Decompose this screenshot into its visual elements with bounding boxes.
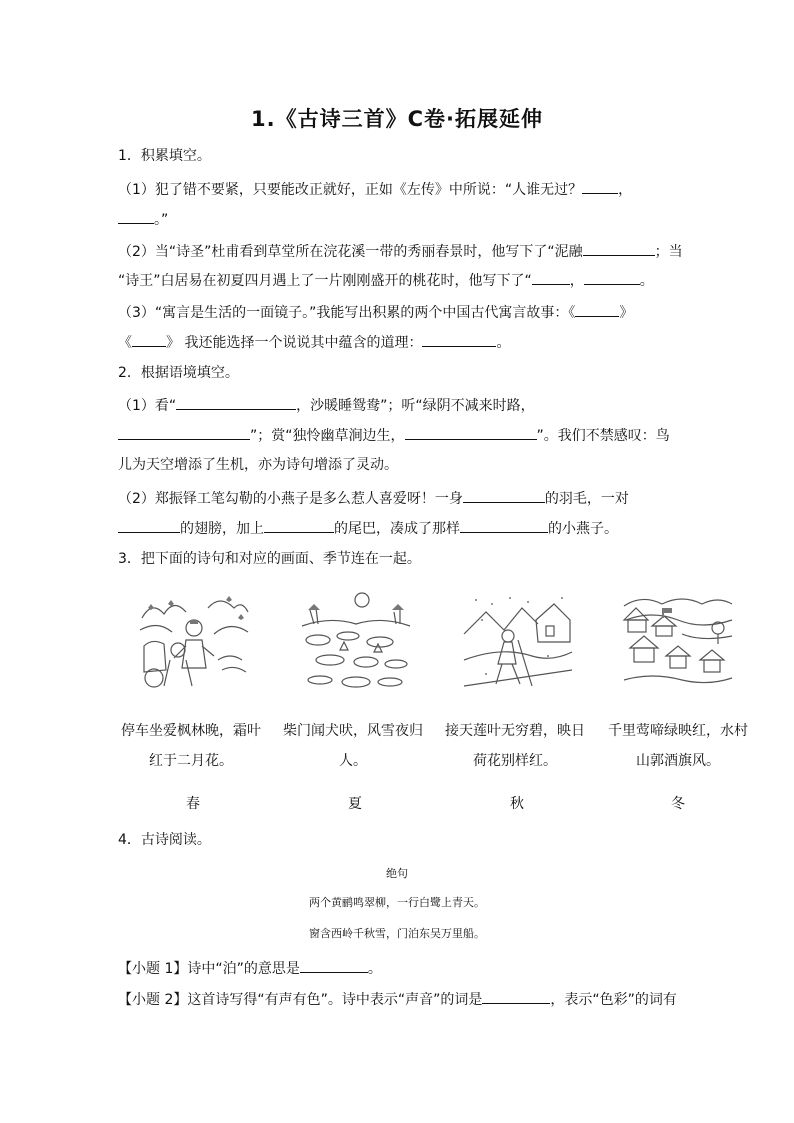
season-summer[interactable]: 夏: [348, 796, 362, 812]
q4-heading: 4．古诗阅读。: [118, 832, 211, 848]
blank[interactable]: [176, 394, 296, 410]
q1-p2-line1: [118, 240, 683, 262]
text-span: 。: [639, 273, 654, 289]
poem-title: 绝句: [386, 867, 408, 880]
blank[interactable]: [463, 487, 545, 503]
q2-p1-line2: [118, 424, 670, 446]
q2-p2-line2: [118, 517, 618, 539]
q1-heading: 1．积累填空。: [118, 148, 211, 164]
caption-summer[interactable]: [445, 716, 585, 776]
text-span: 》: [619, 305, 634, 321]
q1-p3-line1: [118, 301, 633, 323]
blank[interactable]: [584, 269, 640, 285]
blank[interactable]: [118, 424, 250, 440]
q2-p1-line3: 儿为天空增添了生机，亦为诗句增添了灵动。: [118, 457, 398, 473]
winter-snow-picture: [462, 590, 574, 690]
text-span: 的尾巴，凑成了那样: [334, 521, 460, 537]
page-title: 1.《古诗三首》C卷·拓展延伸: [251, 107, 543, 131]
q2-heading: 2．根据语境填空。: [118, 365, 239, 381]
text-span: ，: [569, 273, 584, 289]
caption-line: 人。: [339, 753, 367, 769]
caption-line: 柴门闻犬吠，风雪夜归: [283, 723, 423, 739]
blank[interactable]: [264, 517, 334, 533]
text-span: 【小题 2】这首诗写得“有声有色”。诗中表示“声音”的词是: [118, 992, 483, 1008]
text-span: ；当: [654, 244, 683, 260]
blank[interactable]: [482, 988, 550, 1004]
q4-sub2: [118, 988, 677, 1010]
autumn-maple-picture: [138, 590, 250, 690]
caption-line: 红于二月花。: [149, 753, 233, 769]
season-winter[interactable]: 冬: [671, 796, 685, 812]
spring-village-picture: [622, 590, 734, 690]
text-span: （2）郑振铎工笔勾勒的小燕子是多么惹人喜爱呀！一身: [118, 491, 463, 507]
q4-sub1: [118, 957, 382, 979]
text-span: （3）“寓言是生活的一面镜子。”我能写出积累的两个中国古代寓言故事：《: [118, 305, 576, 321]
text-span: 的羽毛，一对: [544, 491, 629, 507]
caption-line: 千里莺啼绿映红，水村: [608, 723, 748, 739]
text-span: 》 我还能选择一个说说其中蕴含的道理：: [166, 335, 423, 351]
blank[interactable]: [132, 331, 166, 347]
q3-heading: 3．把下面的诗句和对应的画面、季节连在一起。: [118, 551, 421, 567]
caption-autumn[interactable]: [121, 716, 261, 776]
q1-p1-line1: [118, 178, 632, 200]
season-spring[interactable]: 春: [186, 796, 200, 812]
text-span: （1）犯了错不要紧，只要能改正就好，正如《左传》中所说：“人谁无过？: [118, 182, 583, 198]
text-span: ，: [618, 182, 633, 198]
text-span: ，沙暖睡鸳鸯”；听“绿阴不减来时路，: [296, 398, 535, 414]
blank[interactable]: [583, 240, 655, 256]
summer-lotus-picture: [300, 590, 412, 690]
caption-spring[interactable]: [608, 716, 748, 776]
blank[interactable]: [300, 957, 368, 973]
text-span: 的小燕子。: [548, 521, 618, 537]
text-span: （1）看“: [118, 398, 177, 414]
season-autumn[interactable]: 秋: [510, 796, 524, 812]
q2-p2-line1: [118, 487, 629, 509]
text-span: ”。我们不禁感叹：鸟: [536, 428, 670, 444]
blank[interactable]: [118, 517, 180, 533]
text-span: 【小题 1】诗中“泊”的意思是: [118, 961, 300, 977]
blank[interactable]: [118, 208, 154, 224]
blank[interactable]: [460, 517, 548, 533]
text-span: ，表示“色彩”的词有: [550, 992, 677, 1008]
caption-line: 山郭酒旗风。: [636, 753, 720, 769]
text-span: 。: [496, 335, 511, 351]
blank[interactable]: [422, 331, 496, 347]
blank[interactable]: [582, 178, 618, 194]
caption-winter[interactable]: [283, 716, 423, 776]
blank[interactable]: [575, 301, 619, 317]
caption-line: 接天莲叶无穷碧，映日: [445, 723, 585, 739]
blank[interactable]: [532, 269, 570, 285]
text-span: “诗王”白居易在初夏四月遇上了一片刚刚盛开的桃花时，他写下了“: [118, 273, 532, 289]
poem-line-2: 窗含西岭千秋雪，门泊东吴万里船。: [309, 927, 485, 940]
caption-line: 停车坐爱枫林晚，霜叶: [121, 723, 261, 739]
text-span: 。”: [154, 212, 169, 228]
text-span: 《: [118, 335, 132, 351]
text-span: （2）当“诗圣”杜甫看到草堂所在浣花溪一带的秀丽春景时，他写下了“泥融: [118, 244, 583, 260]
caption-line: 荷花别样红。: [473, 753, 557, 769]
text-span: 的翅膀，加上: [180, 521, 264, 537]
q1-p1-line2: [118, 208, 168, 230]
text-span: 。: [367, 961, 382, 977]
blank[interactable]: [405, 424, 537, 440]
q2-p1-line1: [118, 394, 535, 416]
q1-p2-line2: [118, 269, 654, 291]
text-span: ”；赏“独怜幽草涧边生，: [250, 428, 405, 444]
poem-line-1: 两个黄鹂鸣翠柳，一行白鹭上青天。: [309, 896, 485, 909]
q1-p3-line2: [118, 331, 510, 353]
